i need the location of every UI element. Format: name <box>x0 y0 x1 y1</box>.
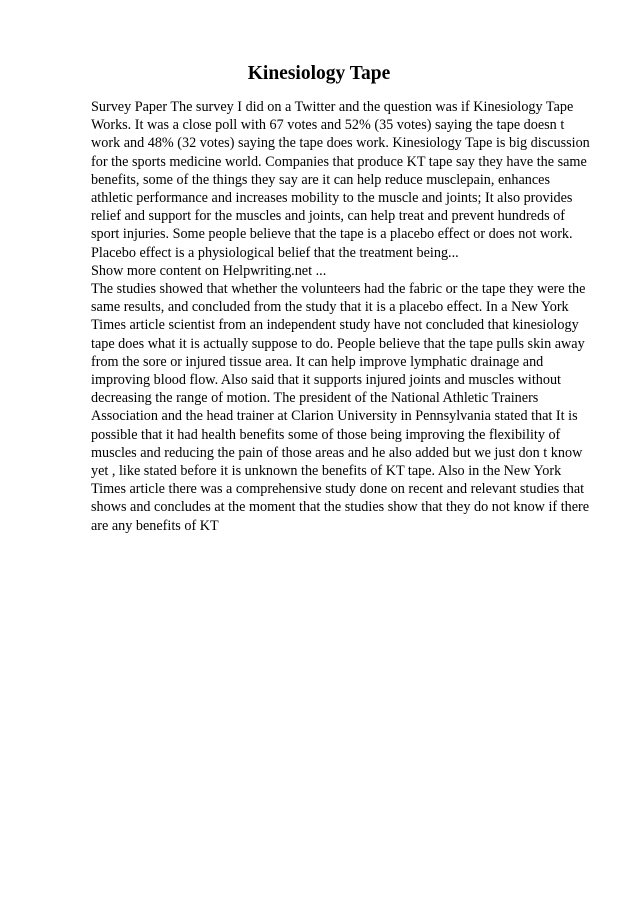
paragraph-intro: Survey Paper The survey I did on a Twitter and the question was if Kinesiology Tape Works. It was a close poll with 67 votes and 52% (35 votes) saying the tape doesn t work and 48% (32 votes) saying the tape does work. Kinesiology Tape is big discussion for the sports medicine world. Companies that produce KT tape say they have the same benefits, some of the things they say are it can help reduce musclepain, enhances athletic performance and increases mobility to the muscle and joints; It also provides relief and support for the muscles and joints, can help treat and prevent hundreds of sport injuries. Some people believe that the tape is a placebo effect or does not work. Placebo effect is a physiological belief that the treatment being... <box>91 99 590 261</box>
paragraph-studies: The studies showed that whether the volunteers had the fabric or the tape they were the same results, and concluded from the study that it is a placebo effect. In a New York Times article scientist from an independent study have not concluded that kinesiology tape does what it is actually suppose to do. People believe that the tape pulls skin away from the sore or injured tissue area. It can help improve lymphatic drainage and improving blood flow. Also said that it supports injured joints and muscles without decreasing the range of motion. The president of the National Athletic Trainers Association and the head trainer at Clarion University in Pennsylvania stated that It is possible that it had health benefits some of those being improving the flexibility of muscles and reducing the pain of those areas and he also added but we just don t know yet , like stated before it is unknown the benefits of KT tape. Also in the New York Times article there was a comprehensive study done on recent and relevant studies that shows and concludes at the moment that the studies show that they do not know if there are any benefits of KT <box>91 281 590 534</box>
document-body <box>91 98 591 535</box>
show-more-link: Show more content on Helpwriting.net ... <box>91 262 327 279</box>
document-title: Kinesiology Tape <box>247 63 391 84</box>
